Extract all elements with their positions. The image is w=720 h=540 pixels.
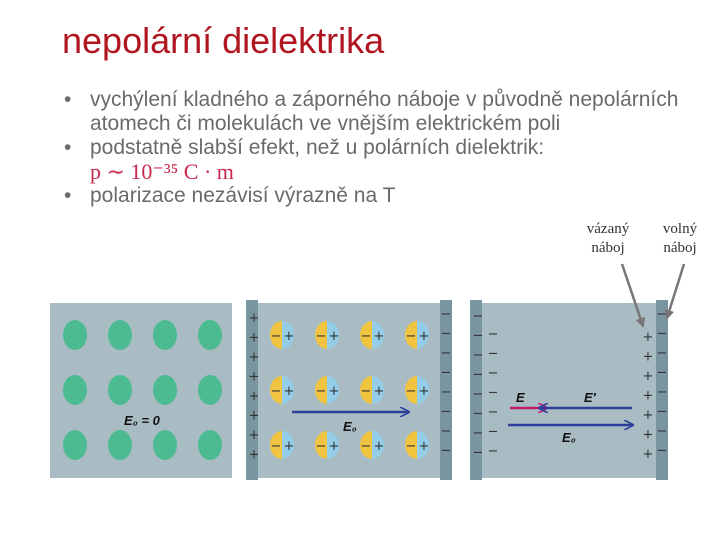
neutral-atom xyxy=(198,430,222,460)
bound-minus-sign: − xyxy=(487,405,499,420)
plate-plus-sign: + xyxy=(248,311,260,326)
dipole-minus-sign: − xyxy=(270,329,282,344)
dipole-minus-sign: − xyxy=(315,384,327,399)
dipole-minus-sign: − xyxy=(360,439,372,454)
plate-minus-sign: − xyxy=(440,346,452,361)
plate-minus-sign: − xyxy=(440,307,452,322)
free-minus-sign: − xyxy=(656,326,668,342)
bullet-dot: • xyxy=(64,88,72,111)
plate-plus-sign: + xyxy=(248,428,260,443)
plate-minus-sign: − xyxy=(440,326,452,342)
bound-plus-sign: + xyxy=(642,427,654,443)
neutral-atom xyxy=(108,320,132,350)
bound-charge-line: vázaný xyxy=(586,221,630,237)
plate-plus-sign: + xyxy=(248,350,260,365)
free-minus-sign: − xyxy=(656,443,668,459)
free-charge-line: volný xyxy=(662,221,698,237)
e0-label: E₀ xyxy=(343,419,357,434)
bullet-dot: • xyxy=(64,184,72,207)
bound-minus-sign: − xyxy=(487,385,499,401)
bound-plus-sign: + xyxy=(642,330,654,345)
free-minus-sign: − xyxy=(656,365,668,381)
dipole-plus-sign: + xyxy=(373,329,385,344)
free-minus-sign: − xyxy=(472,348,484,363)
dipole-minus-sign: − xyxy=(270,384,282,399)
dipole-plus-sign: + xyxy=(418,384,430,399)
dipole-minus-sign: − xyxy=(405,329,417,344)
bound-charge-line: náboj xyxy=(591,240,625,256)
plate-minus-sign: − xyxy=(440,424,452,439)
free-minus-sign: − xyxy=(656,424,668,439)
bound-plus-sign: + xyxy=(642,369,654,384)
dipole-plus-sign: + xyxy=(283,384,295,399)
bound-minus-sign: − xyxy=(487,346,499,362)
plate-plus-sign: + xyxy=(248,389,260,404)
free-minus-sign: − xyxy=(656,307,668,322)
slide-title: nepolární dielektrika xyxy=(62,20,385,61)
free-minus-sign: − xyxy=(472,426,484,441)
neutral-atom xyxy=(153,320,177,350)
panel-fields xyxy=(482,303,656,478)
e-label: E xyxy=(516,390,525,405)
neutral-atom xyxy=(63,375,87,405)
dipole-minus-sign: − xyxy=(315,329,327,344)
neutral-atom xyxy=(108,430,132,460)
plate-plus-sign: + xyxy=(248,330,260,346)
bullet-dot: • xyxy=(64,136,72,159)
plate-minus-sign: − xyxy=(440,385,452,400)
plate-minus-sign: − xyxy=(440,365,452,381)
dipole-plus-sign: + xyxy=(283,329,295,344)
bullet-text: vychýlení kladného a záporného náboje v původně nepolárních atomech či molekulách ve vnějším elektrickém poli xyxy=(90,88,679,135)
dipole-plus-sign: + xyxy=(328,439,340,454)
dipole-formula: p ∼ 10⁻³⁵ C · m xyxy=(90,159,234,184)
plate-plus-sign: + xyxy=(248,369,260,385)
e-prime-label: E′ xyxy=(584,390,596,405)
free-minus-sign: − xyxy=(472,309,484,324)
neutral-atom xyxy=(63,430,87,460)
free-minus-sign: − xyxy=(656,346,668,361)
dipole-plus-sign: + xyxy=(283,439,295,454)
dipole-plus-sign: + xyxy=(373,439,385,454)
e0-zero-label: E₀ = 0 xyxy=(124,413,160,428)
bound-minus-sign: − xyxy=(487,327,499,342)
bullet-text: polarizace nezávisí výrazně na T xyxy=(90,184,396,207)
free-minus-sign: − xyxy=(472,387,484,402)
free-minus-sign: − xyxy=(472,328,484,344)
dipole-plus-sign: + xyxy=(328,329,340,344)
bound-plus-sign: + xyxy=(642,447,654,462)
bound-plus-sign: + xyxy=(642,408,654,423)
neutral-atom xyxy=(153,375,177,405)
dipole-plus-sign: + xyxy=(418,329,430,344)
dipole-minus-sign: − xyxy=(360,384,372,399)
bound-minus-sign: − xyxy=(487,366,499,381)
free-charge-pointer xyxy=(667,264,684,318)
bound-minus-sign: − xyxy=(487,424,499,440)
dipole-minus-sign: − xyxy=(405,439,417,454)
dipole-plus-sign: + xyxy=(418,439,430,454)
free-minus-sign: − xyxy=(472,406,484,422)
bound-plus-sign: + xyxy=(642,349,654,365)
dipole-plus-sign: + xyxy=(328,384,340,399)
free-charge-line: náboj xyxy=(663,240,697,256)
free-minus-sign: − xyxy=(656,385,668,400)
plate-plus-sign: + xyxy=(248,447,260,463)
bound-minus-sign: − xyxy=(487,444,499,459)
dipole-plus-sign: + xyxy=(373,384,385,399)
neutral-atom xyxy=(108,375,132,405)
bullet-text: podstatně slabší efekt, než u polárních dielektrik: xyxy=(90,136,545,159)
dipole-minus-sign: − xyxy=(405,384,417,399)
e0-label-2: E₀ xyxy=(562,430,576,445)
dipole-minus-sign: − xyxy=(270,439,282,454)
plate-minus-sign: − xyxy=(440,443,452,459)
plate-minus-sign: − xyxy=(440,404,452,420)
dipole-minus-sign: − xyxy=(315,439,327,454)
plate-plus-sign: + xyxy=(248,408,260,424)
bound-plus-sign: + xyxy=(642,388,654,404)
neutral-atom xyxy=(198,320,222,350)
free-minus-sign: − xyxy=(472,445,484,461)
dipole-minus-sign: − xyxy=(360,329,372,344)
free-minus-sign: − xyxy=(472,367,484,383)
neutral-atom xyxy=(153,430,177,460)
free-minus-sign: − xyxy=(656,404,668,420)
neutral-atom xyxy=(63,320,87,350)
neutral-atom xyxy=(198,375,222,405)
